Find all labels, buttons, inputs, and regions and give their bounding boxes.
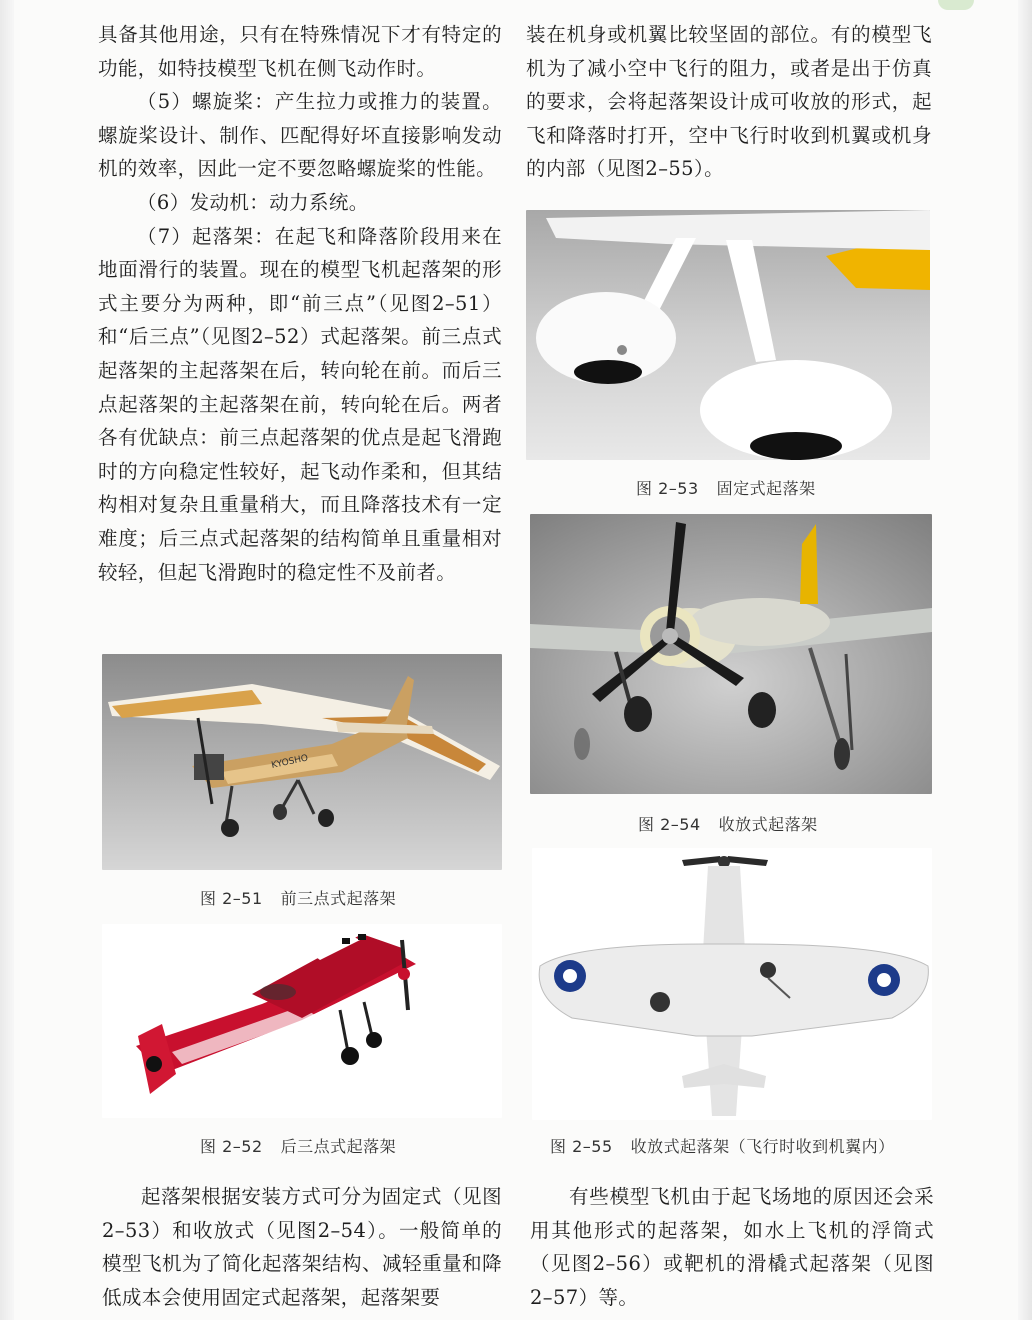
- figure-2-52-caption: [200, 1134, 396, 1157]
- figure-2-53-number: 图 2–53: [636, 479, 699, 498]
- figure-2-53-image: [526, 210, 930, 460]
- figure-2-53-caption: [636, 476, 816, 499]
- fig51-brand-text: KYOSHO: [270, 753, 310, 771]
- figure-2-54-caption: [638, 812, 818, 835]
- right-bottom-text: [530, 1180, 934, 1314]
- page-right-edge: [1018, 0, 1032, 1320]
- figure-2-55-image: [532, 848, 932, 1120]
- paragraph-propeller: （5）螺旋桨：产生拉力或推力的装置。螺旋桨设计、制作、匹配得好坏直接影响发动机的效率，因此一定不要忽略螺旋桨的性能。: [98, 90, 502, 181]
- figure-2-54-image: [530, 514, 932, 794]
- figure-2-51-image: [102, 654, 502, 870]
- paragraph-mounting-types: 起落架根据安装方式可分为固定式（见图2–53）和收放式（见图2–54）。一般简单的模型飞机为了简化起落架结构、减轻重量和降低成本会使用固定式起落架，起落架要: [102, 1185, 502, 1309]
- paragraph-landing-gear: （7）起落架：在起飞和降落阶段用来在地面滑行的装置。现在的模型飞机起落架的形式主要分为两种，即“前三点”（见图2–51）和“后三点”（见图2–52）式起落架。前三点式起落架的主起落架在后，转向轮在前。而后三点起落架的主起落架在前，转向轮在后。两者各有优缺点：前三点起落架的优点是起飞滑跑时的方向稳定性较好，起飞动作柔和，但其结构相对复杂且重量稍大，而且降落技术有一定难度；后三点式起落架的结构简单且重量相对较轻，但起飞滑跑时的稳定性不及前者。: [98, 224, 502, 584]
- paragraph-continued: 具备其他用途，只有在特殊情况下才有特定的功能，如特技模型飞机在侧飞动作时。: [98, 23, 502, 80]
- figure-2-53-title: 固定式起落架: [716, 479, 816, 498]
- figure-2-54-number: 图 2–54: [638, 815, 701, 834]
- left-column-text: [98, 18, 502, 589]
- figure-2-55-caption: [550, 1134, 895, 1157]
- figure-2-52-title: 后三点式起落架: [280, 1137, 397, 1156]
- paragraph-other-forms: 有些模型飞机由于起飞场地的原因还会采用其他形式的起落架，如水上飞机的浮筒式（见图2–56）或靶机的滑橇式起落架（见图2–57）等。: [530, 1185, 934, 1309]
- figure-2-55-title: 收放式起落架（飞行时收到机翼内）: [630, 1137, 895, 1156]
- right-column-text: [526, 18, 932, 186]
- left-bottom-text: [102, 1180, 502, 1314]
- figure-2-52-image: [102, 924, 502, 1118]
- corner-mark: [938, 0, 974, 10]
- figure-2-54-title: 收放式起落架: [718, 815, 818, 834]
- figure-2-55-number: 图 2–55: [550, 1137, 613, 1156]
- figure-2-51-number: 图 2–51: [200, 889, 263, 908]
- page-left-edge: [0, 0, 14, 1320]
- paragraph-engine: （6）发动机：动力系统。: [137, 190, 369, 214]
- figure-2-52-number: 图 2–52: [200, 1137, 263, 1156]
- figure-2-51-caption: [200, 886, 396, 909]
- paragraph-mounting: 装在机身或机翼比较坚固的部位。有的模型飞机为了减小空中飞行的阻力，或者是出于仿真的要求，会将起落架设计成可收放的形式，起飞和降落时打开，空中飞行时收到机翼或机身的内部（见图2–55）。: [526, 23, 932, 181]
- figure-2-51-title: 前三点式起落架: [280, 889, 397, 908]
